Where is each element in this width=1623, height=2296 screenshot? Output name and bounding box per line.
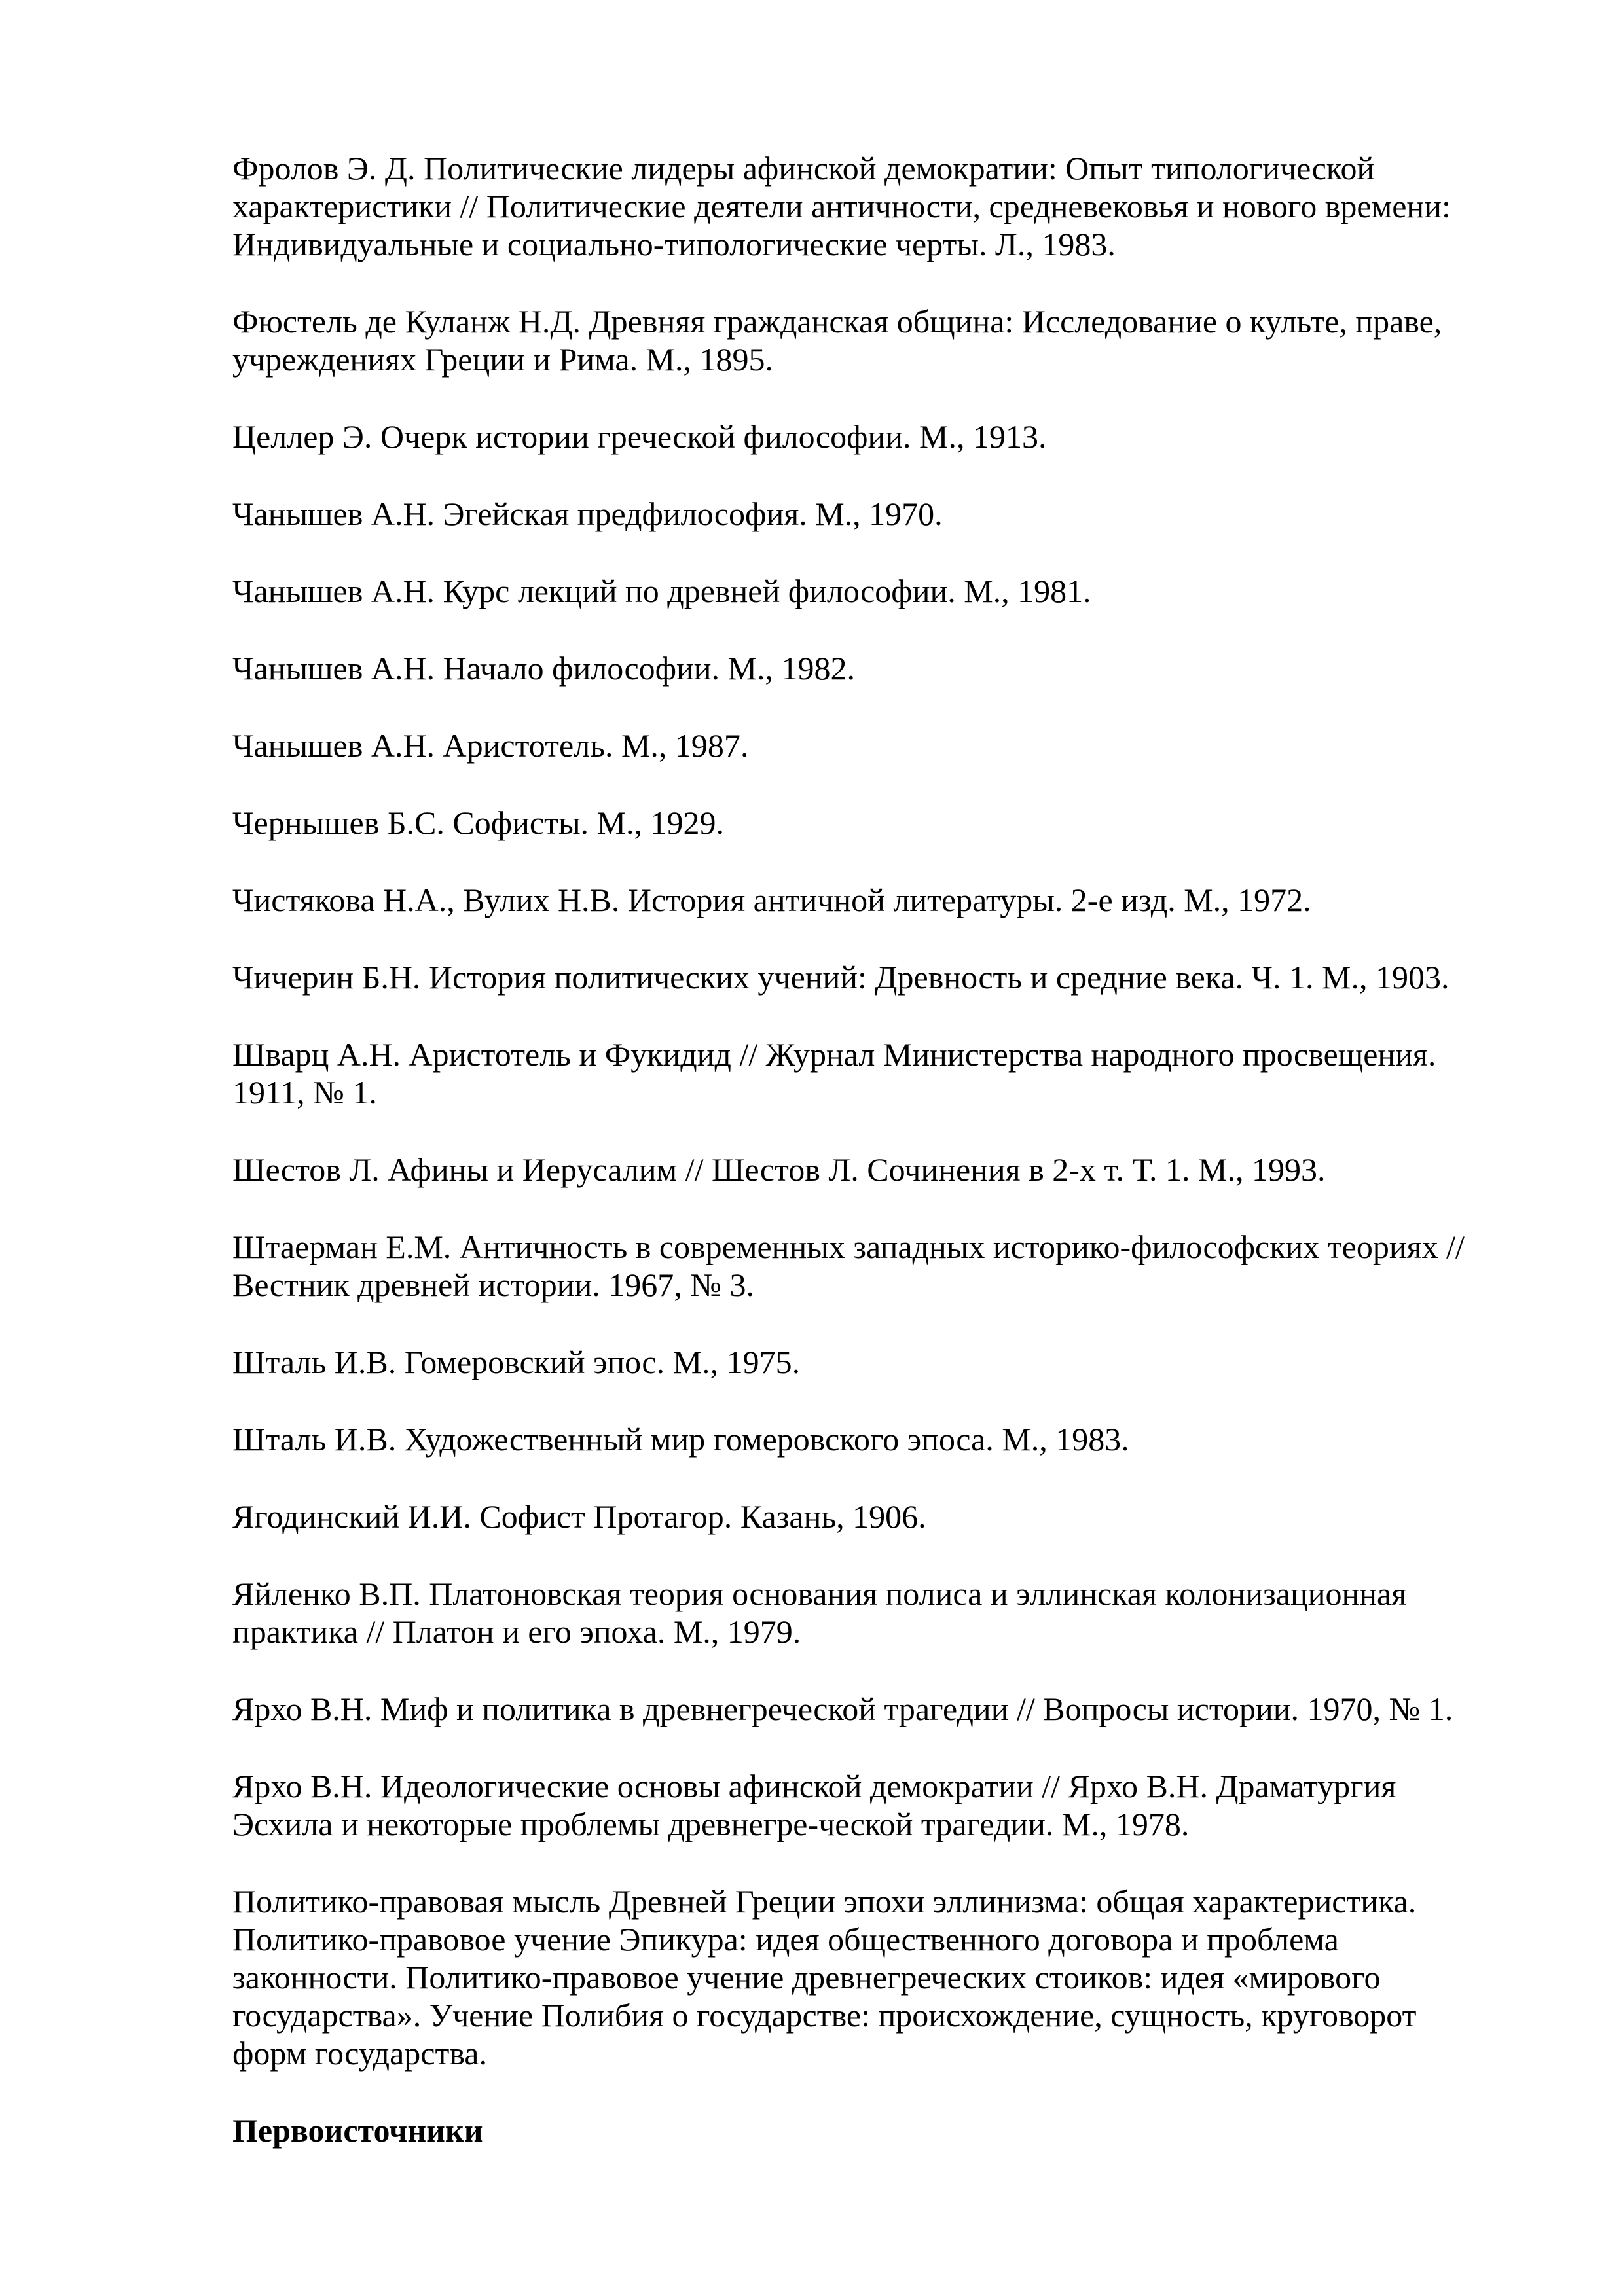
bibliography-entry: Фролов Э. Д. Политические лидеры афинской демократии: Опыт типологической характеристики // Политические деятели античности, средневековья и нового времени: Индивидуальные и социально-типологические черты. Л., 1983. <box>232 150 1451 262</box>
bibliography-entry: Целлер Э. Очерк истории греческой философии. М., 1913. <box>232 418 1047 455</box>
section-heading: Первоисточники <box>232 2112 483 2149</box>
bibliography-entry: Шестов Л. Афины и Иерусалим // Шестов Л. Сочинения в 2-х т. Т. 1. М., 1993. <box>232 1151 1326 1188</box>
document-page <box>232 149 1486 2149</box>
bibliography-entry: Чанышев А.Н. Начало философии. М., 1982. <box>232 650 856 687</box>
bibliography-entry: Чичерин Б.Н. История политических учений: Древность и средние века. Ч. 1. М., 1903. <box>232 959 1450 996</box>
bibliography-entry: Шталь И.В. Гомеровский эпос. М., 1975. <box>232 1344 801 1380</box>
bibliography-entry: Чанышев А.Н. Эгейская предфилософия. М., 1970. <box>232 495 943 532</box>
bibliography-entry: Шталь И.В. Художественный мир гомеровского эпоса. М., 1983. <box>232 1421 1129 1458</box>
bibliography-entry: Штаерман Е.М. Античность в современных западных историко-философских теориях // Вестник древней истории. 1967, № 3. <box>232 1229 1465 1303</box>
bibliography-entry: Чанышев А.Н. Аристотель. М., 1987. <box>232 727 749 764</box>
bibliography-entry: Шварц А.Н. Аристотель и Фукидид // Журнал Министерства народного просвещения. 1911, № 1. <box>232 1036 1436 1111</box>
bibliography-entry: Чанышев А.Н. Курс лекций по древней философии. М., 1981. <box>232 573 1091 609</box>
bibliography-entry: Ярхо В.Н. Миф и политика в древнегреческой трагедии // Вопросы истории. 1970, № 1. <box>232 1691 1453 1727</box>
bibliography-entry: Чернышев Б.С. Софисты. М., 1929. <box>232 804 725 841</box>
bibliography-entry: Яйленко В.П. Платоновская теория основания полиса и эллинская колонизационная практика // Платон и его эпоха. М., 1979. <box>232 1575 1407 1650</box>
bibliography-entry: Чистякова Н.А., Вулих Н.В. История античной литературы. 2-е изд. М., 1972. <box>232 882 1311 918</box>
bibliography-entry: Ярхо В.Н. Идеологические основы афинской демократии // Ярхо В.Н. Драматургия Эсхила и некоторые проблемы древнегре-ческой трагедии. М., 1978. <box>232 1768 1396 1842</box>
bibliography-entry: Ягодинский И.И. Софист Протагор. Казань, 1906. <box>232 1498 926 1535</box>
topic-paragraph: Политико-правовая мысль Древней Греции эпохи эллинизма: общая характеристика. Политико-правовое учение Эпикура: идея общественного договора и проблема законности. Политико-правовое учение древнегреческих стоиков: идея «мирового государства». Учение Полибия о государстве: происхождение, сущность, круговорот форм государства. <box>232 1883 1417 2072</box>
bibliography-entry: Фюстель де Куланж Н.Д. Древняя гражданская община: Исследование о культе, праве, учреждениях Греции и Рима. М., 1895. <box>232 303 1442 378</box>
